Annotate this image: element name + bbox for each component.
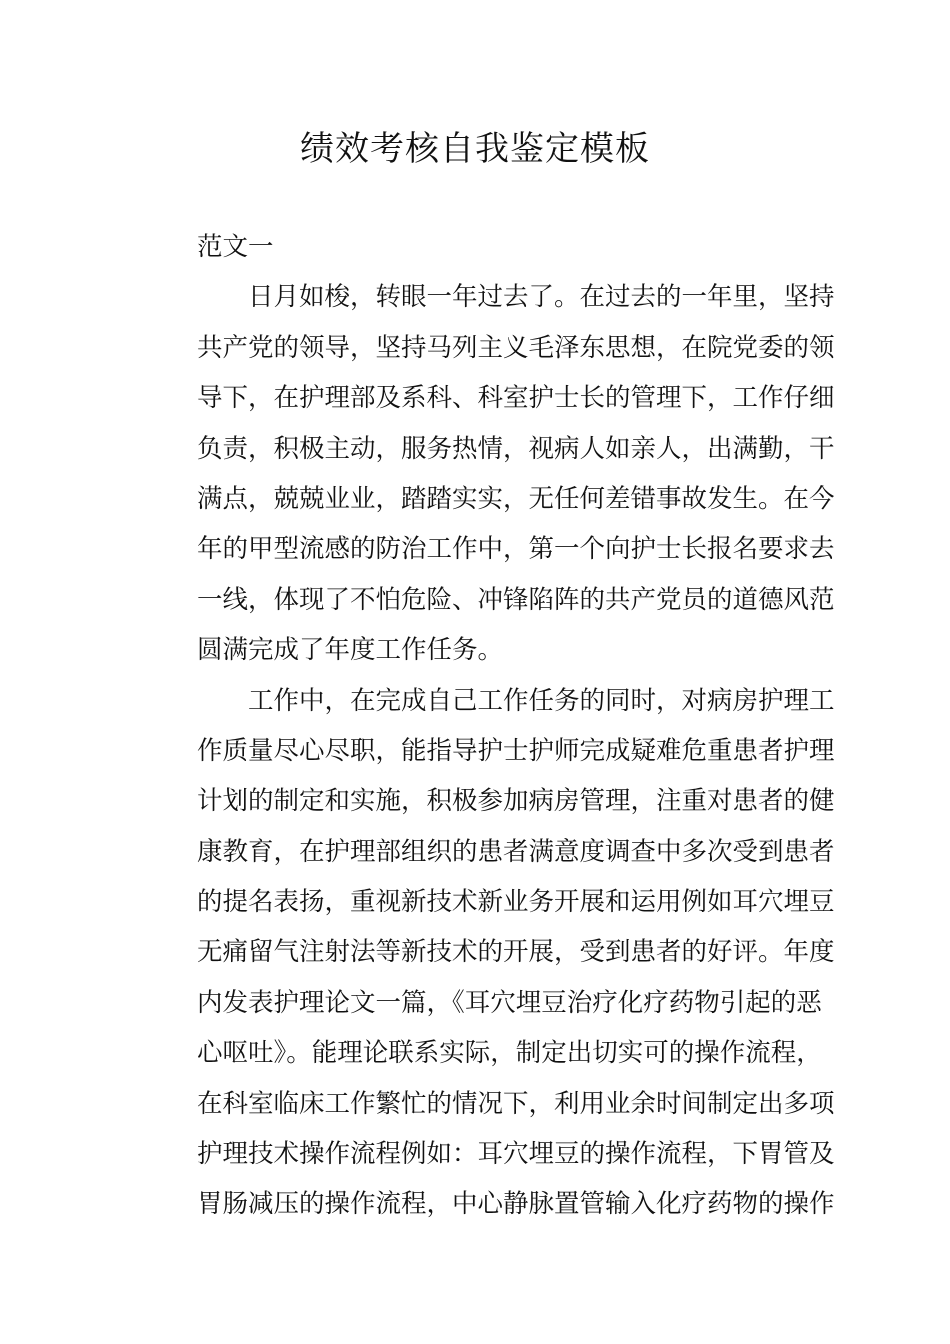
paragraph-line: 的提名表扬，重视新技术新业务开展和运用例如耳穴埋豆 [197, 887, 835, 918]
paragraph-line: 工作中，在完成自己工作任务的同时，对病房护理工 [248, 685, 835, 716]
paragraph-line: 一线，体现了不怕危险、冲锋陷阵的共产党员的道德风范 [197, 584, 835, 615]
paragraph-line: 在科室临床工作繁忙的情况下，利用业余时间制定出多项 [197, 1088, 835, 1119]
paragraph-line: 满点，兢兢业业，踏踏实实，无任何差错事故发生。在今 [197, 483, 835, 514]
paragraph-line: 负责，积极主动，服务热情，视病人如亲人，出满勤，干 [197, 433, 835, 464]
paragraph-line: 康教育，在护理部组织的患者满意度调查中多次受到患者 [197, 836, 835, 867]
paragraph-line: 圆满完成了年度工作任务。 [197, 635, 504, 666]
paragraph-line: 无痛留气注射法等新技术的开展，受到患者的好评。年度 [197, 937, 835, 968]
paragraph-line: 计划的制定和实施，积极参加病房管理，注重对患者的健 [197, 786, 835, 817]
paragraph-line: 心呕吐》。能理论联系实际，制定出切实可的操作流程， [197, 1038, 822, 1069]
paragraph-line: 作质量尽心尽职，能指导护士护师完成疑难危重患者护理 [197, 735, 835, 766]
paragraph-line: 内发表护理论文一篇，《耳穴埋豆治疗化疗药物引起的恶 [197, 987, 822, 1018]
paragraph-line: 年的甲型流感的防治工作中，第一个向护士长报名要求去 [197, 534, 835, 565]
paragraph-line: 胃肠减压的操作流程，中心静脉置管输入化疗药物的操作 [197, 1189, 835, 1220]
paragraph-line: 导下，在护理部及系科、科室护士长的管理下，工作仔细 [197, 383, 835, 414]
document-title: 绩效考核自我鉴定模板 [300, 129, 650, 169]
paragraph-line: 护理技术操作流程例如：耳穴埋豆的操作流程，下胃管及 [197, 1139, 835, 1170]
paragraph-line: 共产党的领导，坚持马列主义毛泽东思想，在院党委的领 [197, 332, 835, 363]
paragraph-line: 日月如梭，转眼一年过去了。在过去的一年里，坚持 [248, 282, 835, 313]
paragraph-1 [146, 272, 835, 675]
section-label: 范文一 [197, 232, 274, 262]
document-body [146, 222, 835, 1230]
paragraph-2 [146, 676, 835, 1230]
